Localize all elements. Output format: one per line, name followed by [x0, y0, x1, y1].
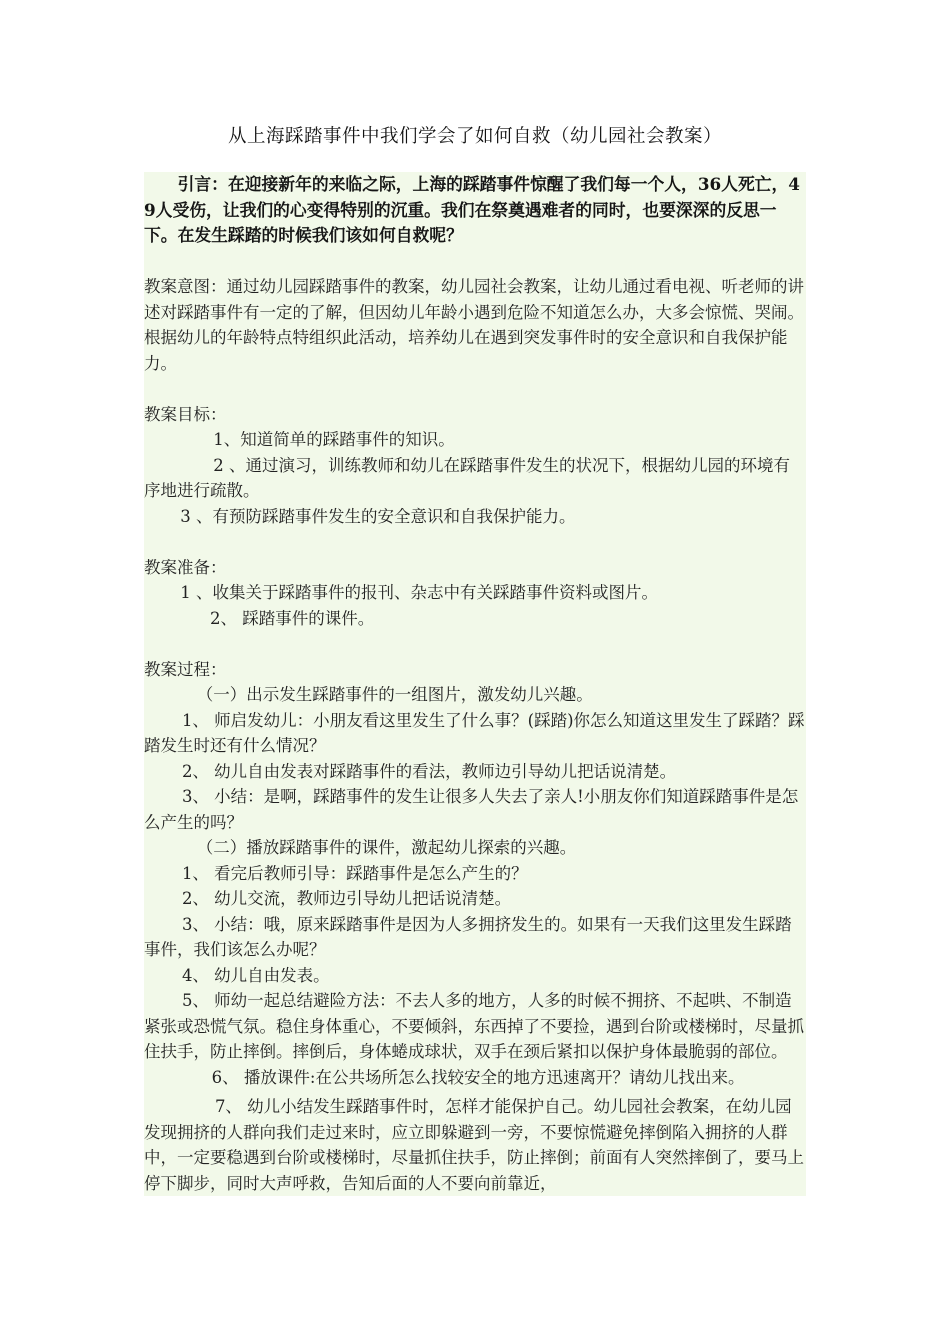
goal-item: 2 、通过演习，训练教师和幼儿在踩踏事件发生的状况下，根据幼儿园的环境有序地进行疏散。: [144, 455, 791, 500]
process-item: 7、 幼儿小结发生踩踏事件时，怎样才能保护自己。幼儿园社会教案，在幼儿园发现拥挤的人群向我们走过来时，应立即躲避到一旁，不要惊慌避免摔倒陷入拥挤的人群中，一定要稳遇到台阶或楼梯时，尽量抓住扶手，防止摔倒；前面有人突然摔倒了，要马上停下脚步，同时大声呼救，告知后面的人不要向前靠近，: [144, 1097, 804, 1193]
process-item: 3、 小结：哦，原来踩踏事件是因为人多拥挤发生的。如果有一天我们这里发生踩踏事件，我们该怎么办呢？: [144, 914, 792, 959]
prep-heading: 教案准备：: [144, 557, 227, 577]
process-heading: 教案过程：: [144, 659, 227, 679]
process-item: 5、 师幼一起总结避险方法：不去人多的地方，人多的时候不拥挤、不起哄、不制造紧张或恐慌气氛。稳住身体重心，不要倾斜，东西掉了不要捡，遇到台阶或楼梯时，尽量抓住扶手，防止摔倒。摔倒后，身体蜷成球状，双手在颈后紧扣以保护身体最脆弱的部位。: [144, 991, 804, 1061]
intro-paragraph: 引言：在迎接新年的来临之际，上海的踩踏事件惊醒了我们每一个人，36人死亡，49人受伤，让我们的心变得特别的沉重。我们在祭奠遇难者的同时，也要深深的反思一下。在发生踩踏的时候我们该如何自救呢？: [144, 174, 800, 245]
process-item: 6、 播放课件:在公共场所怎么找较安全的地方迅速离开？请幼儿找出来。: [211, 1067, 745, 1087]
process-part2-heading: （二）播放踩踏事件的课件，激起幼儿探索的兴趣。: [196, 838, 577, 857]
process-item: 1、 看完后教师引导：踩踏事件是怎么产生的？: [181, 863, 528, 883]
goals-heading: 教案目标：: [144, 404, 227, 424]
process-item: 2、 幼儿交流，教师边引导幼儿把话说清楚。: [181, 889, 512, 908]
process-item: 3、 小结：是啊，踩踏事件的发生让很多人失去了亲人!小朋友你们知道踩踏事件是怎么产生的吗？: [144, 787, 799, 832]
process-item: 2、 幼儿自由发表对踩踏事件的看法，教师边引导幼儿把话说清楚。: [181, 761, 677, 781]
goal-item: 3 、有预防踩踏事件发生的安全意识和自我保护能力。: [180, 506, 576, 526]
prep-item: 1 、收集关于踩踏事件的报刊、杂志中有关踩踏事件资料或图片。: [180, 583, 659, 602]
document-body: [144, 172, 806, 1196]
process-item: 4、 幼儿自由发表。: [181, 965, 330, 985]
process-item: 1、 师启发幼儿：小朋友看这里发生了什么事？(踩踏)你怎么知道这里发生了踩踏？踩踏发生时还有什么情况？: [144, 710, 805, 755]
prep-item: 2、 踩踏事件的课件。: [210, 608, 375, 628]
intent-paragraph: 教案意图：通过幼儿园踩踏事件的教案，幼儿园社会教案，让幼儿通过看电视、听老师的讲述对踩踏事件有一定的了解，但因幼儿年龄小遇到危险不知道怎么办，大多会惊慌、哭闹。根据幼儿的年龄特点特组织此活动，培养幼儿在遇到突发事件时的安全意识和自我保护能力。: [144, 277, 804, 373]
document-title: 从上海踩踏事件中我们学会了如何自救（幼儿园社会教案）: [227, 126, 722, 147]
goal-item: 1、知道简单的踩踏事件的知识。: [213, 430, 455, 449]
process-part1-heading: （一）出示发生踩踏事件的一组图片，激发幼儿兴趣。: [196, 685, 593, 704]
